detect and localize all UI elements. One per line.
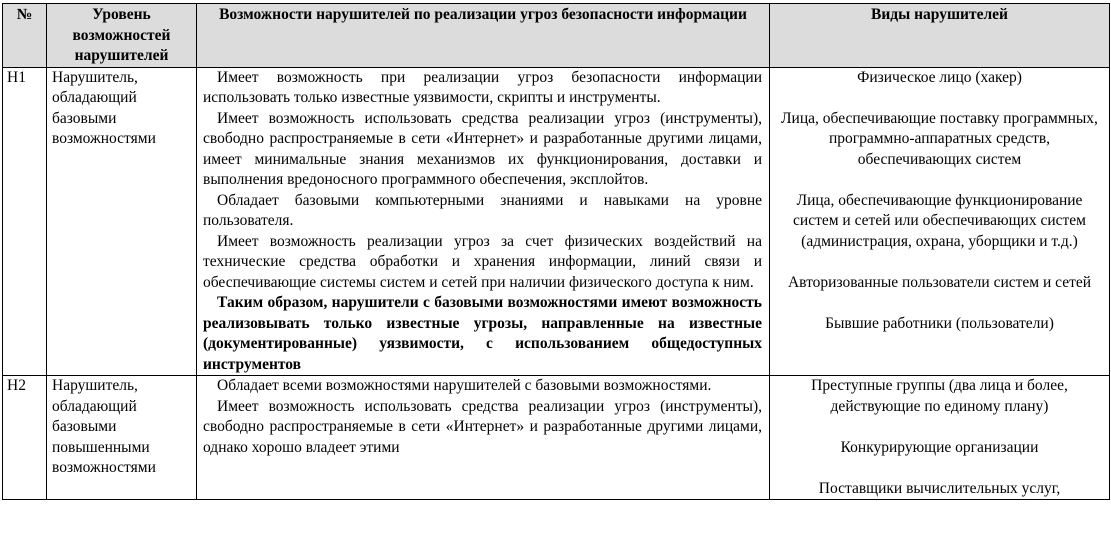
- capability-paragraph: Имеет возможность использовать средства реализации угроз (инструменты), свободно распространяемые в сети «Интернет» и разработанные другими лицами, имеет минимальные знания механизмов их функционирования, доставки и выполнения вредоносного программного обеспечения, эксплойтов.: [203, 109, 762, 188]
- header-level: Уровень возможностей нарушителей: [47, 4, 197, 68]
- table-header-row: [3, 4, 1110, 68]
- row-num: Н1: [3, 67, 47, 376]
- violator-type: Конкурирующие организации: [840, 438, 1039, 456]
- violator-type: Преступные группы (два лица и более, действующие по единому плану): [811, 377, 1068, 415]
- header-num: №: [3, 4, 47, 68]
- row-num: Н2: [3, 376, 47, 500]
- violator-type: Поставщики вычислительных услуг,: [818, 479, 1061, 497]
- header-types: Виды нарушителей: [770, 4, 1110, 68]
- capability-conclusion: Таким образом, нарушители с базовыми возможностями имеют возможность реализовывать только известные угрозы, направленные на известные (документированные) уязвимости, с использованием общедоступных инструментов: [203, 294, 762, 373]
- violator-type: Лица, обеспечивающие поставку программных, программно-аппаратных средств, обеспечивающих систем: [781, 109, 1098, 168]
- violators-table: [2, 3, 1110, 500]
- violator-type: Авторизованные пользователи систем и сетей: [787, 273, 1092, 291]
- table-row-h2: [3, 376, 1110, 500]
- capability-paragraph: Обладает всеми возможностями нарушителей с базовыми возможностями.: [217, 377, 712, 394]
- capability-paragraph: Имеет возможность при реализации угроз безопасности информации использовать только известные уязвимости, скрипты и инструменты.: [203, 68, 762, 106]
- capability-paragraph: Имеет возможность реализации угроз за счет физических воздействий на технические средства обработки и хранения информации, линий связи и обеспечивающие системы систем и сетей при наличии физического доступа к ним.: [203, 232, 762, 291]
- header-capabilities: Возможности нарушителей по реализации угроз безопасности информации: [197, 4, 770, 68]
- capability-paragraph: Обладает базовыми компьютерными знаниями и навыками на уровне пользователя.: [203, 191, 762, 229]
- row-level: Нарушитель, обладающий базовыми повышенными возможностями: [47, 376, 197, 500]
- capability-paragraph: Имеет возможность использовать средства реализации угроз (инструменты), свободно распространяемые в сети «Интернет» и разработанные другими лицами, однако хорошо владеет этими: [203, 397, 762, 456]
- row-capabilities: [197, 67, 770, 376]
- row-types: [770, 376, 1110, 500]
- violator-type: Лица, обеспечивающие функционирование систем и сетей или обеспечивающих систем (администрация, охрана, уборщики и т.д.): [793, 191, 1086, 250]
- row-capabilities: [197, 376, 770, 500]
- violator-type: Физическое лицо (хакер): [857, 68, 1022, 86]
- row-types: [770, 67, 1110, 376]
- row-level: Нарушитель, обладающий базовыми возможностями: [47, 67, 197, 376]
- violator-type: Бывшие работники (пользователи): [825, 314, 1054, 332]
- table-row-h1: [3, 67, 1110, 376]
